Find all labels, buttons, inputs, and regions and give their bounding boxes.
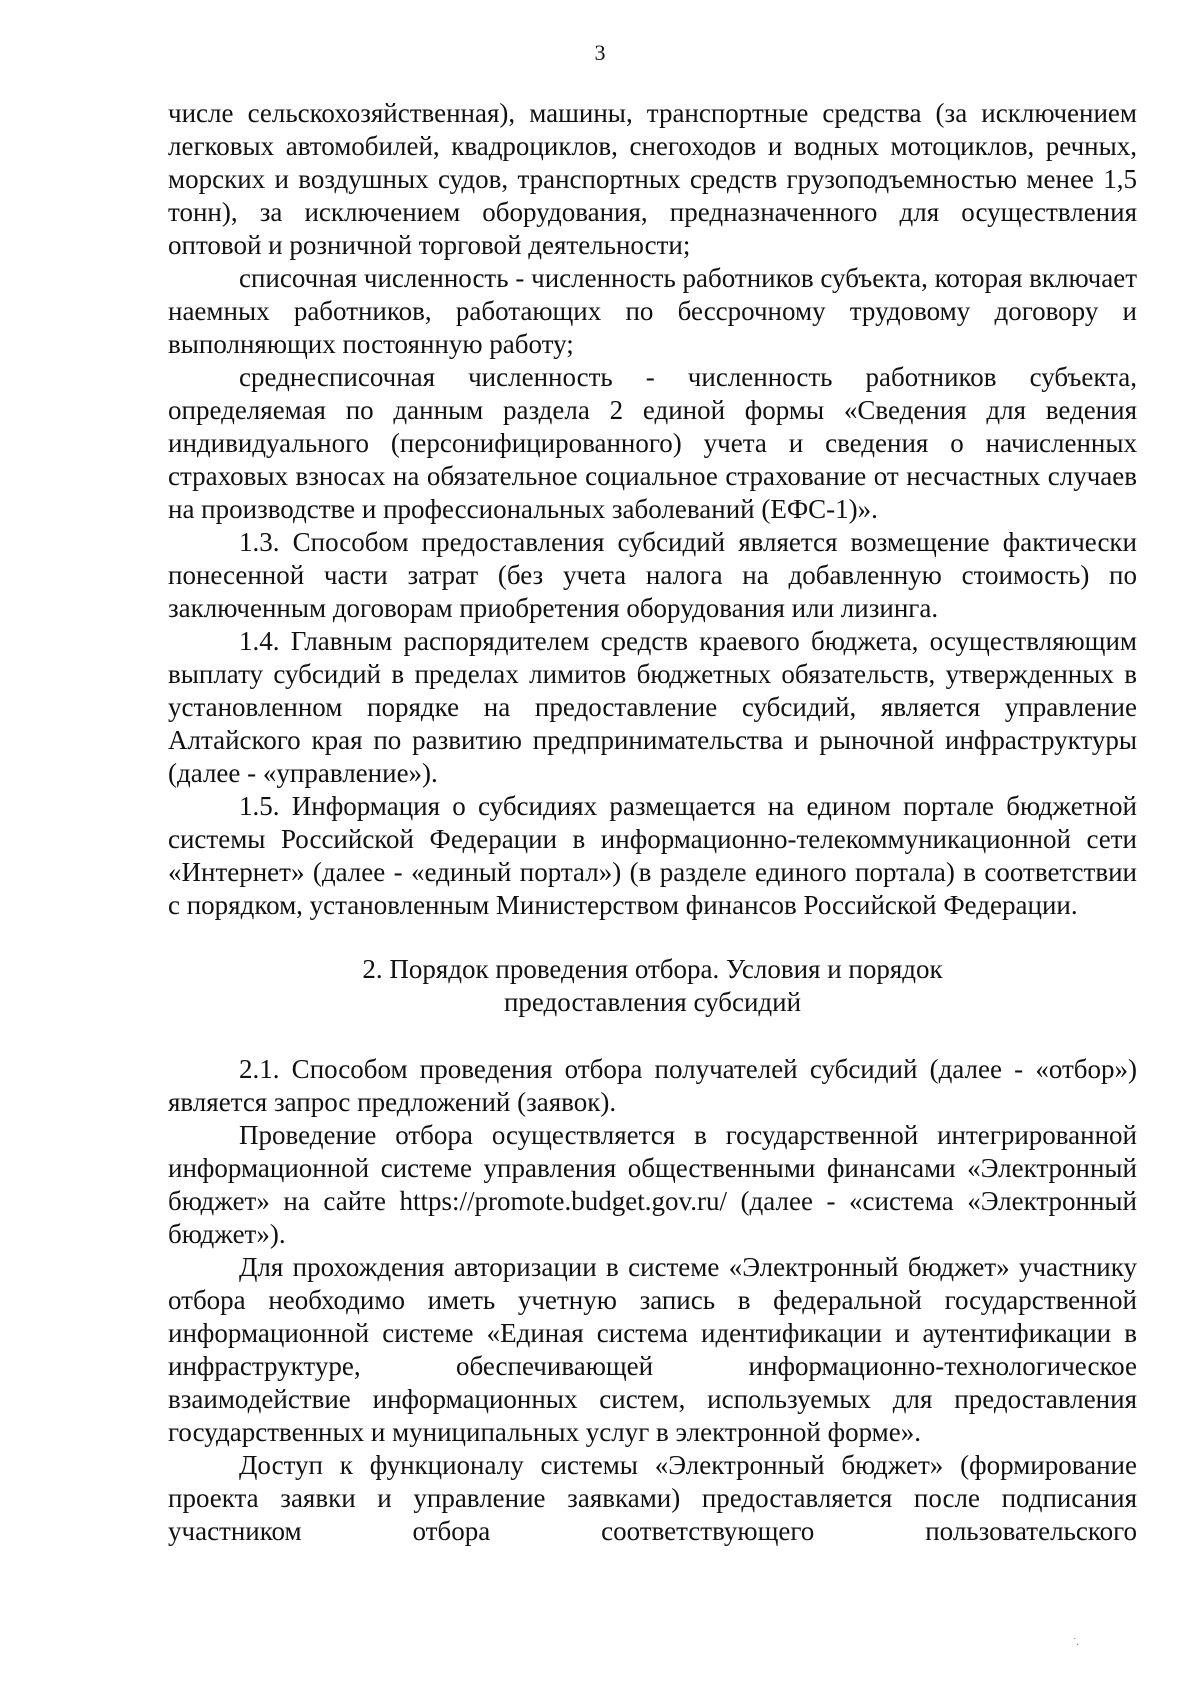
paragraph-average-headcount-definition: среднесписочная численность - численность работников субъекта, определяемая по данным раздела 2 единой формы «Сведения для ведения индивидуального (персонифицированного) учета и сведения о начисленных страховых взносах на обязательное социальное страхование от несчастных случаев на производстве и профессиональных заболеваний (ЕФС-1)». [168,362,1137,524]
paragraph-1-5-portal-information: 1.5. Информация о субсидиях размещается на едином портале бюджетной системы Российской Федерации в информационно-телекоммуникационной сети «Интернет» (далее - «единый портал») (в разделе единого портала) в соответствии с порядком, установленным Министерством финансов Российской Федерации. [168,791,1137,920]
paragraph-1-3-subsidy-method: 1.3. Способом предоставления субсидий является возмещение фактически понесенной части затрат (без учета налога на добавленную стоимость) по заключенным договорам приобретения оборудования или лизинга. [168,527,1137,623]
section-2-heading-line-1: 2. Порядок проведения отбора. Условия и порядок [362,954,943,984]
scan-artifact-mark: ˙. [1073,1637,1079,1648]
paragraph-system-access: Доступ к функционалу системы «Электронный бюджет» (формирование проекта заявки и управление заявками) предоставляется после подписания участником отбора соответствующего пользовательского [168,1450,1137,1546]
paragraph-authorization-requirement: Для прохождения авторизации в системе «Электронный бюджет» участнику отбора необходимо иметь учетную запись в федеральной государственной информационной системе «Единая система идентификации и аутентификации в инфраструктуре, обеспечивающей информационно-технологическое взаимодействие информационных систем, используемых для предоставления государственных и муниципальных услуг в электронной форме». [168,1252,1137,1447]
paragraph-equipment-definition-end: числе сельскохозяйственная), машины, транспортные средства (за исключением легковых автомобилей, квадроциклов, снегоходов и водных мотоциклов, речных, морских и воздушных судов, транспортных средств грузоподъемностью менее 1,5 тонн), за исключением оборудования, предназначенного для осуществления оптовой и розничной торговой деятельности; [168,98,1137,260]
page-number: 3 [594,40,606,65]
section-2-heading [168,953,1137,1019]
document-body [168,97,1137,1548]
paragraph-1-4-chief-administrator: 1.4. Главным распорядителем средств краевого бюджета, осуществляющим выплату субсидий в пределах лимитов бюджетных обязательств, утвержденных в установленном порядке на предоставление субсидий, является управление Алтайского края по развитию предпринимательства и рыночной инфраструктуры (далее - «управление»). [168,626,1137,788]
paragraph-electronic-budget-system: Проведение отбора осуществляется в государственной интегрированной информационной системе управления общественными финансами «Электронный бюджет» на сайте https://promote.budget.gov.ru/ (далее - «система «Электронный бюджет»). [168,1120,1137,1249]
paragraph-headcount-definition: списочная численность - численность работников субъекта, которая включает наемных работников, работающих по бессрочному трудовому договору и выполняющих постоянную работу; [168,263,1137,359]
paragraph-2-1-selection-method: 2.1. Способом проведения отбора получателей субсидий (далее - «отбор») является запрос предложений (заявок). [168,1054,1137,1117]
section-2-heading-line-2: предоставления субсидий [503,987,802,1017]
